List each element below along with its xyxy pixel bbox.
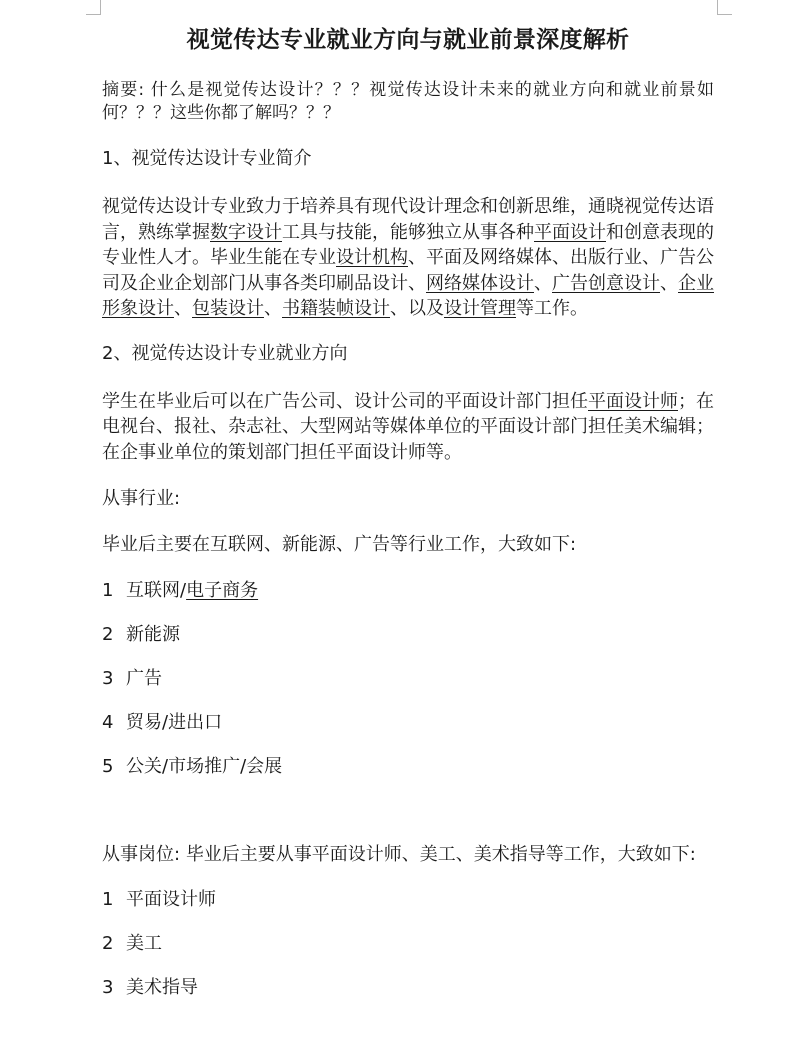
positions-paragraph bbox=[102, 842, 714, 868]
list-number: 1 bbox=[102, 889, 114, 910]
inline-link[interactable]: 书籍装帧设计 bbox=[282, 298, 390, 319]
list-text bbox=[126, 712, 222, 733]
list-item bbox=[102, 621, 714, 648]
list-text bbox=[126, 756, 282, 777]
list-text bbox=[126, 580, 258, 601]
text-run: 视觉传达设计专业致力于培养具有现代设计理念和创新思维，通晓视觉传达语言，熟练掌握 bbox=[102, 196, 714, 243]
text-run: 互联网/ bbox=[126, 580, 187, 601]
inline-link[interactable]: 包装设计 bbox=[192, 298, 264, 319]
inline-link[interactable]: 网络媒体设计 bbox=[426, 272, 534, 294]
inline-link[interactable]: 设计管理 bbox=[444, 298, 516, 319]
positions-heading: 从事岗位: bbox=[102, 844, 181, 865]
list-number: 4 bbox=[102, 712, 114, 733]
industry-list bbox=[102, 577, 714, 780]
list-item bbox=[102, 709, 714, 736]
inline-link[interactable]: 电子商务 bbox=[186, 580, 259, 601]
list-text: 美术指导 bbox=[126, 977, 198, 998]
section-body-intro bbox=[102, 194, 714, 322]
abstract-text: 什么是视觉传达设计？？？视觉传达设计未来的就业方向和就业前景如何？？？这些你都了解吗？？？ bbox=[102, 80, 715, 123]
abstract bbox=[102, 79, 714, 125]
list-item bbox=[102, 886, 714, 913]
list-text: 美工 bbox=[126, 933, 162, 954]
document-page bbox=[102, 18, 714, 1001]
list-number: 2 bbox=[102, 624, 114, 645]
crop-mark-top-left bbox=[86, 0, 101, 15]
text-run: 等工作。 bbox=[516, 298, 588, 319]
text-run: 、以及 bbox=[390, 298, 444, 319]
inline-link[interactable]: 平面设计师 bbox=[588, 390, 678, 412]
abstract-label: 摘要: bbox=[102, 80, 145, 100]
text-run: 、 bbox=[534, 272, 552, 294]
section-body-career bbox=[102, 389, 714, 466]
inline-link[interactable]: 设计机构 bbox=[336, 247, 408, 268]
text-run: 和创意表现的专业性人才。毕业生能在专业 bbox=[102, 221, 714, 268]
inline-link[interactable]: 数字设计 bbox=[210, 221, 282, 243]
section-heading-career: 2、视觉传达设计专业就业方向 bbox=[102, 342, 348, 364]
text-run: 、平面及网络媒体、出版行业、广告公司及企业企划部门从事各类印刷品设计、 bbox=[102, 247, 714, 294]
text-run: 广告 bbox=[126, 668, 162, 689]
inline-link[interactable]: 企业形象设计 bbox=[102, 272, 714, 319]
list-text bbox=[126, 668, 162, 689]
crop-mark-top-right bbox=[717, 0, 732, 15]
text-run: 、 bbox=[264, 298, 282, 319]
text-run: 、 bbox=[660, 272, 678, 294]
list-item bbox=[102, 974, 714, 1001]
list-number: 3 bbox=[102, 977, 114, 998]
industries-intro: 毕业后主要在互联网、新能源、广告等行业工作，大致如下: bbox=[102, 534, 577, 555]
list-number: 3 bbox=[102, 668, 114, 689]
text-run: 贸易/进出口 bbox=[126, 712, 223, 733]
text-run: ；在电视台、报社、杂志社、大型网站等媒体单位的平面设计部门担任美术编辑；在企事业单位的策划部门担任平面设计师等。 bbox=[102, 390, 714, 463]
list-number: 5 bbox=[102, 756, 114, 777]
list-text: 平面设计师 bbox=[126, 889, 216, 910]
list-item bbox=[102, 753, 714, 780]
text-run: 学生在毕业后可以在广告公司、设计公司的平面设计部门担任 bbox=[102, 390, 588, 412]
list-item bbox=[102, 577, 714, 604]
text-run: 公关/市场推广/会展 bbox=[126, 756, 283, 777]
list-number: 1 bbox=[102, 580, 114, 601]
inline-link[interactable]: 平面设计 bbox=[534, 221, 606, 243]
list-item bbox=[102, 665, 714, 692]
list-text bbox=[126, 624, 180, 645]
section-heading-intro: 1、视觉传达设计专业简介 bbox=[102, 148, 312, 169]
industries-heading: 从事行业: bbox=[102, 488, 181, 509]
page-title: 视觉传达专业就业方向与就业前景深度解析 bbox=[186, 27, 630, 53]
list-item bbox=[102, 930, 714, 957]
position-list bbox=[102, 886, 714, 1001]
inline-link[interactable]: 广告创意设计 bbox=[552, 272, 660, 294]
text-run: 、 bbox=[174, 298, 192, 319]
list-number: 2 bbox=[102, 933, 114, 954]
text-run: 新能源 bbox=[126, 624, 180, 645]
text-run: 工具与技能，能够独立从事各种 bbox=[282, 221, 534, 243]
positions-intro: 毕业后主要从事平面设计师、美工、美术指导等工作，大致如下: bbox=[185, 844, 696, 865]
